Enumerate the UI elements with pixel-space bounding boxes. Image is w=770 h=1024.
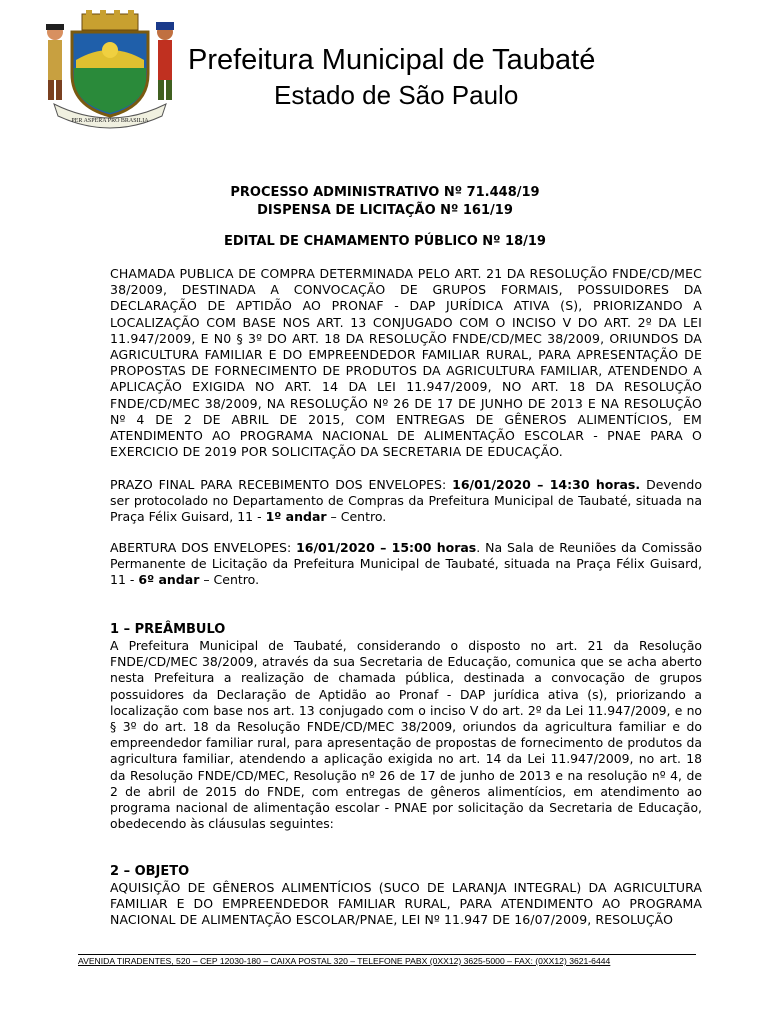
process-number: PROCESSO ADMINISTRATIVO Nº 71.448/19 xyxy=(230,185,540,200)
prazo-text: Devendo ser protocolado no Departamento de Compras da Prefeitura Municipal de Taubaté, situada na Praça Félix Guisard, 11 - xyxy=(110,477,702,525)
intro-paragraph: CHAMADA PUBLICA DE COMPRA DETERMINADA PELO ART. 21 DA RESOLUÇÃO FNDE/CD/MEC 38/2009, DESTINADA A CONVOCAÇÃO DE GRUPOS FORMAIS, POSSUIDORES DA DECLARAÇÃO DE APTIDÃO AO PRONAF - DAP JURÍDICA ATIVA (S), PRIORIZANDO A LOCALIZAÇÃO COM BASE NOS ART. 13 CONJUGADO COM O INCISO V DO ART. 2º DA LEI 11.947/2009, E N0 § 3º DO ART. 18 DA RESOLUÇÃO FNDE/CD/MEC 38/2009, ORIUNDOS DA AGRICULTURA FAMILIAR E DO EMPREENDEDOR FAMILIAR RURAL, PARA APRESENTAÇÃO DE PROPOSTAS DE FORNECIMENTO DE PRODUTOS DA AGRICULTURA FAMILIAR, ATENDENDO A APLICAÇÃO EXIGIDA NO ART. 14 DA LEI 11.947/2009, NO ART. 18 DA RESOLUÇÃO FNDE/CD/MEC 38/2009, NA RESOLUÇÃO Nº 26 DE 17 DE JUNHO DE 2013 E NA RESOLUÇÃO Nº 4 DE 2 DE ABRIL DE 2015, COM ENTREGAS DE GÊNEROS ALIMENTÍCIOS, EM ATENDIMENTO AO PROGRAMA NACIONAL DE ALIMENTAÇÃO ESCOLAR - PNAE PARA O EXERCICIO DE 2019 POR SOLICITAÇÃO DA SECRETARIA DE EDUCAÇÃO. xyxy=(110,266,702,460)
dispensa-number: DISPENSA DE LICITAÇÃO Nº 161/19 xyxy=(257,203,513,218)
section-title-preambulo: 1 – PREÂMBULO xyxy=(110,622,226,637)
objeto-paragraph: AQUISIÇÃO DE GÊNEROS ALIMENTÍCIOS (SUCO DE LARANJA INTEGRAL) DA AGRICULTURA FAMILIAR E DO EMPREENDEDOR FAMILIAR RURAL, PARA ATENDIMENTO AO PROGRAMA NACIONAL DE ALIMENTAÇÃO ESCOLAR/PNAE, LEI Nº 11.947 DE 16/07/2009, RESOLUÇÃO xyxy=(110,880,702,928)
abertura-text: . Na Sala de Reuniões da Comissão Permanente de Licitação da Prefeitura Municipal de Taubaté, situada na Praça Félix Guisard, 11 - xyxy=(110,540,702,588)
header-subtitle: Estado de São Paulo xyxy=(274,80,519,110)
prazo-floor: 1º andar xyxy=(265,509,327,525)
header-title: Prefeitura Municipal de Taubaté xyxy=(188,44,596,76)
page-footer xyxy=(78,954,696,966)
abertura-paragraph xyxy=(110,540,702,589)
abertura-floor: 6º andar xyxy=(138,572,200,588)
footer-address: AVENIDA TIRADENTES, 520 – CEP 12030-180 – CAIXA POSTAL 320 – TELEFONE PABX (0XX12) 3625-5000 – FAX: (0XX12) 3621-6444 xyxy=(78,956,611,966)
edital-title: EDITAL DE CHAMAMENTO PÚBLICO Nº 18/19 xyxy=(224,234,546,249)
abertura-label: ABERTURA DOS ENVELOPES: xyxy=(110,540,297,555)
prazo-text-end: – Centro. xyxy=(326,509,387,525)
city-crest-logo xyxy=(40,10,180,136)
abertura-date: 16/01/2020 – 15:00 horas xyxy=(296,540,477,555)
preambulo-paragraph: A Prefeitura Municipal de Taubaté, considerando o disposto no art. 21 da Resolução FNDE/CD/MEC 38/2009, através da sua Secretaria de Educação, comunica que se acha aberto nesta Prefeitura a realização de chamada pública, destinada a convocação de grupos possuidores da Declaração de Aptidão ao Pronaf - DAP jurídica ativa (s), priorizando a localização com base nos art. 13 conjugado com o inciso V do art. 2º da Lei 11.947/2009, e no § 3º do art. 18 da Resolução FNDE/CD/MEC 38/2009, oriundos da agricultura familiar e do empreendedor familiar rural, para apresentação de propostas de fornecimento de produtos da agricultura familiar, atendendo a aplicação exigida no art. 14 da Lei 11.947/2009, no art. 18 da Resolução FNDE/CD/MEC, Resolução nº 26 de 17 de junho de 2013 e na resolução nº 4, de 2 de abril de 2015 do FNDE, com entregas de gêneros alimentícios, em atendimento ao programa nacional de alimentação escolar - PNAE por solicitação da Secretaria de Educação, obedecendo às cláusulas seguintes: xyxy=(110,638,702,832)
abertura-text-end: – Centro. xyxy=(199,572,260,588)
prazo-paragraph xyxy=(110,477,702,526)
section-title-objeto: 2 – OBJETO xyxy=(110,864,190,879)
svg-text:PER ASPERA PRO BRASILIA: PER ASPERA PRO BRASILIA xyxy=(71,118,149,124)
prazo-label: PRAZO FINAL PARA RECEBIMENTO DOS ENVELOPES: xyxy=(110,477,453,492)
prazo-date: 16/01/2020 – 14:30 horas. xyxy=(452,477,641,492)
